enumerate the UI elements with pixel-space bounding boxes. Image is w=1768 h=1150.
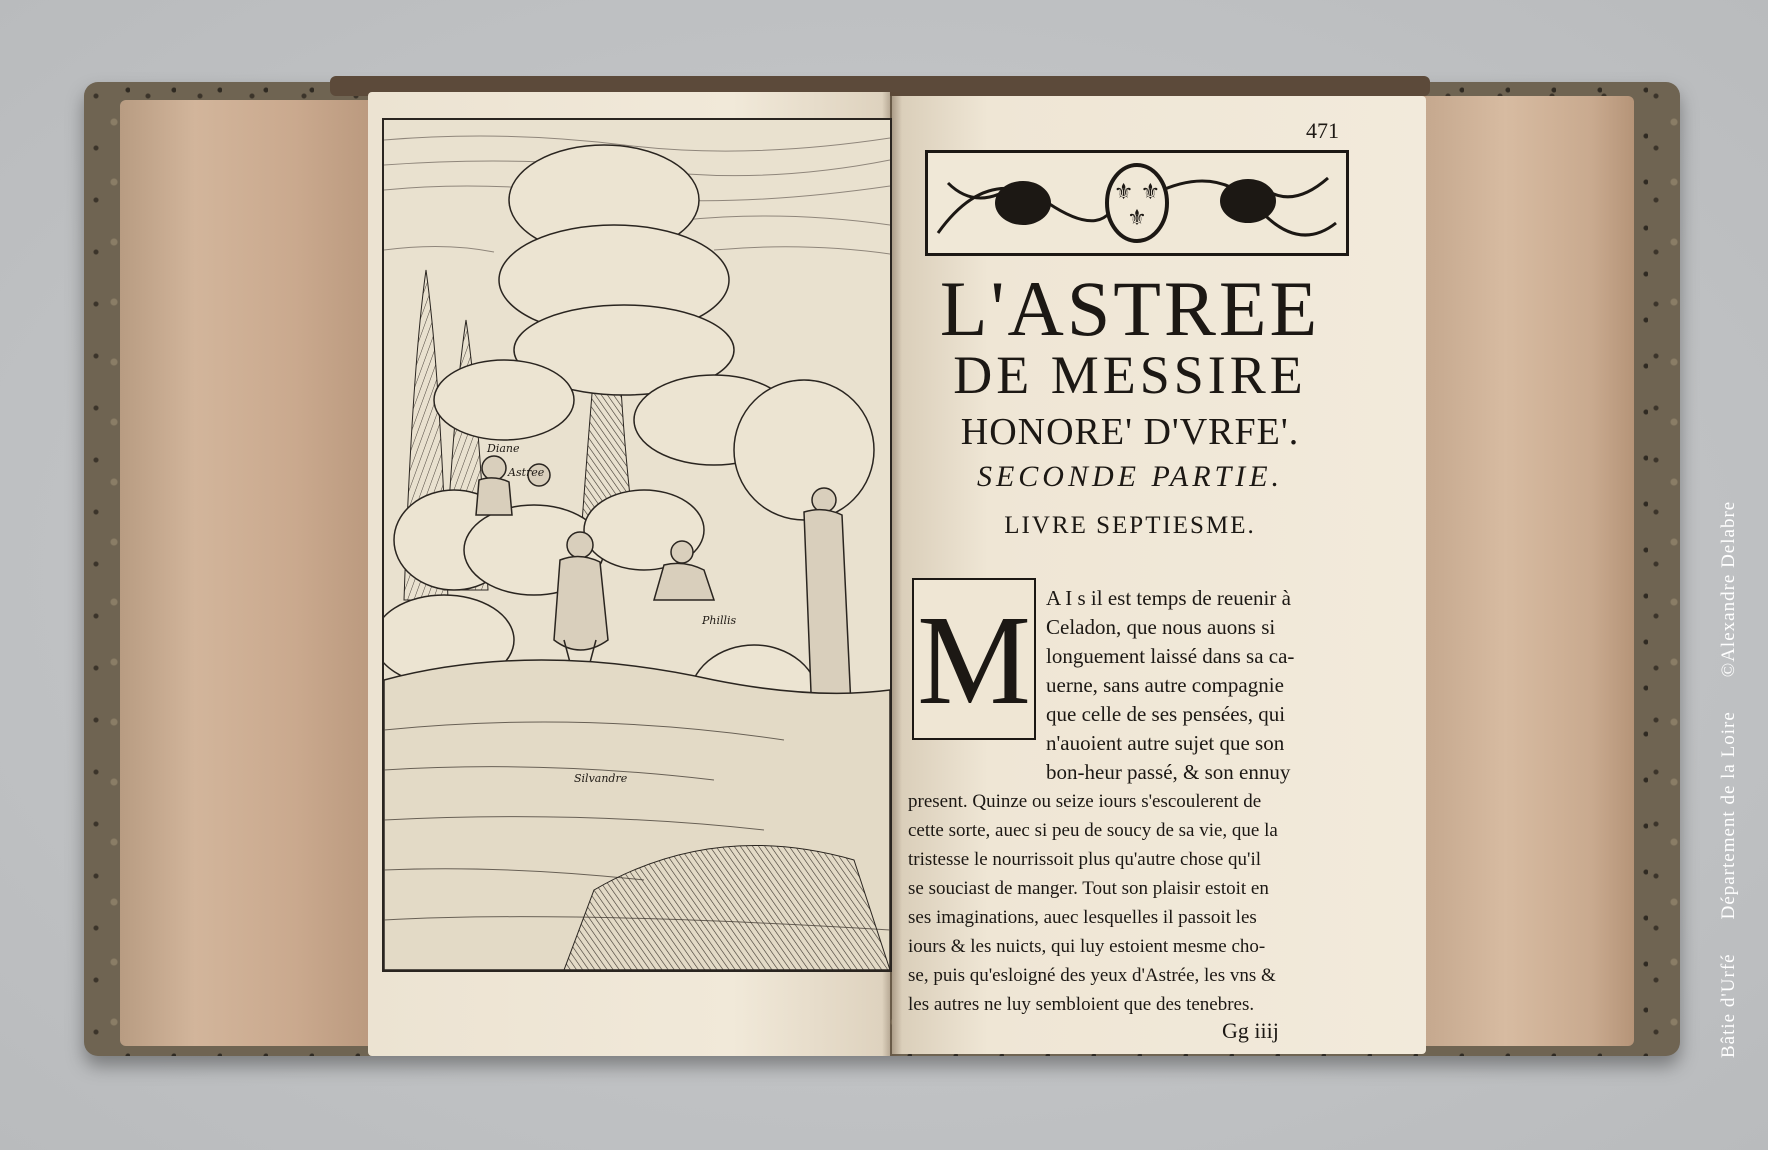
text-line: ses imaginations, auec lesquelles il passoit les <box>908 907 1257 928</box>
fleur-de-lis-crest-icon <box>928 153 1346 253</box>
text-line: longuement laissé dans sa ca- <box>1046 644 1295 668</box>
text-line: present. Quinze ou seize iours s'escoulerent de <box>908 791 1262 812</box>
engraving-label-astree: Astree <box>508 466 545 479</box>
text-line: cette sorte, auec si peu de soucy de sa vie, que la <box>908 820 1278 841</box>
right-page-block-edge <box>1420 96 1634 1046</box>
text-line: que celle de ses pensées, qui <box>1046 702 1286 726</box>
photo-credit <box>1718 98 1740 1058</box>
headpiece-ornament <box>925 150 1349 256</box>
svg-text:⚜ ⚜: ⚜ ⚜ <box>1113 180 1161 205</box>
engraving-label-phillis: Phillis <box>702 614 737 627</box>
title-line-de-messire: DE MESSIRE <box>953 345 1307 405</box>
text-line: se souciast de manger. Tout son plaisir estoit en <box>908 878 1269 899</box>
text-line: iours & les nuicts, qui luy estoient mesme cho- <box>908 936 1266 957</box>
text-line: tristesse le nourrissoit plus qu'autre chose qu'il <box>908 849 1262 870</box>
text-line: A I s il est temps de reuenir à <box>1046 586 1291 610</box>
part-heading: SECONDE PARTIE. <box>976 460 1284 493</box>
engraving-label-silvandre: Silvandre <box>574 772 628 785</box>
signature-mark: Gg iiij <box>1222 1018 1279 1043</box>
drop-cap-letter: M <box>917 589 1031 731</box>
credit-location: Bâtie d'Urfé <box>1718 953 1739 1058</box>
text-line: n'auoient autre sujet que son <box>1046 731 1285 755</box>
engraving-illustration <box>382 118 892 972</box>
left-page-block-edge <box>120 100 370 1046</box>
drop-cap-initial <box>912 578 1036 740</box>
engraving-drawing <box>384 120 890 970</box>
book-heading: LIVRE SEPTIESME. <box>1004 512 1256 539</box>
credit-photographer: ©Alexandre Delabre <box>1718 500 1739 678</box>
text-line: uerne, sans autre compagnie <box>1046 673 1284 697</box>
author-name: HONORE' D'VRFE'. <box>960 411 1300 453</box>
book-title: L'ASTREE <box>939 265 1321 352</box>
text-line: les autres ne luy sembloient que des tenebres. <box>908 994 1255 1015</box>
engraving-label-diane: Diane <box>487 442 520 455</box>
text-line: bon-heur passé, & son ennuy <box>1046 760 1291 784</box>
page-number: 471 <box>1306 118 1339 143</box>
credit-department: Département de la Loire <box>1718 711 1739 920</box>
text-line: se, puis qu'esloigné des yeux d'Astrée, les vns & <box>908 965 1276 986</box>
text-line: Celadon, que nous auons si <box>1046 615 1276 639</box>
svg-text:⚜: ⚜ <box>1127 206 1147 231</box>
